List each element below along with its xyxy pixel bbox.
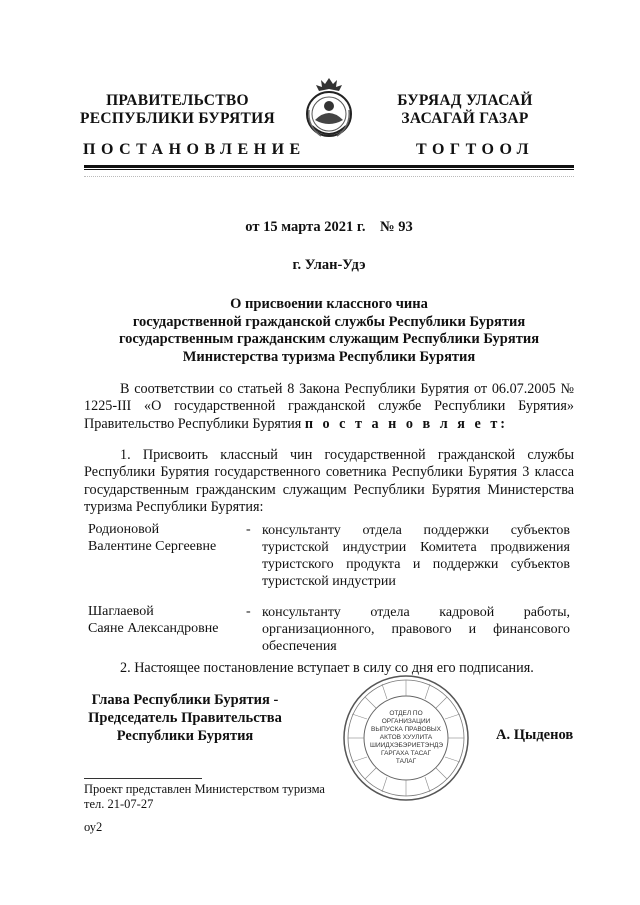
government-name-bur-line2: ЗАСАГАЙ ГАЗАР	[401, 110, 529, 127]
date-number: от 15 марта 2021 г. № 93	[245, 219, 413, 235]
title-line3: государственным гражданским служащим Республики Бурятия	[118, 331, 540, 347]
appointee-2-name	[88, 604, 248, 637]
government-name-line1: ПРАВИТЕЛЬСТВО	[106, 92, 249, 109]
footer-rule	[84, 778, 202, 779]
government-name-ru	[70, 92, 285, 128]
footer-line1: Проект представлен Министерством туризма	[84, 782, 325, 796]
preamble-verb: п о с т а н о в л я е т:	[304, 415, 509, 432]
appointee-1-dash: -	[246, 522, 251, 537]
title-line4: Министерства туризма Республики Бурятия	[182, 348, 476, 365]
header-rule-thick	[84, 165, 574, 168]
signatory-name: А. Цыденов	[496, 727, 574, 743]
appointee-1-name	[88, 522, 248, 555]
appointee-1-surname: Родионовой	[88, 522, 160, 537]
item1-paragraph: 1. Присвоить классный чин государственной гражданской службы Республики Бурятия государственного советника Республики Бурятия 3 класса государственным гражданским служащим Республики Бурятия Министерства туризма Республики Бурятия:	[84, 447, 574, 516]
footer-note	[84, 782, 325, 812]
footer-line2: тел. 21-07-27	[84, 797, 154, 811]
appointee-2-given-names: Саяне Александровне	[88, 620, 219, 636]
signatory-title-line1: Глава Республики Бурятия -	[91, 692, 279, 708]
government-name-bur	[380, 92, 550, 128]
appointee-2-dash: -	[246, 604, 251, 619]
government-name-bur-line1: БУРЯАД УЛАСАЙ	[397, 92, 533, 109]
title-line1: О присвоении классного чина	[230, 296, 428, 312]
header-dotted-line	[84, 176, 574, 179]
signatory-title	[80, 691, 290, 745]
stamp-inner-text: ОТДЕЛ ПО ОРГАНИЗАЦИИ ВЫПУСКА ПРАВОВЫХ АКТОВ ХУУЛИТА ШИИДХЭБЭРИЕТЭНДЭ ГАРГАХА ТАСАГ ТАЛАГ	[370, 710, 444, 765]
doc-type-bur: ТОГТООЛ	[416, 141, 535, 158]
footer-code: оу2	[84, 820, 103, 834]
official-stamp	[342, 674, 470, 802]
government-name-line2: РЕСПУБЛИКИ БУРЯТИЯ	[79, 110, 276, 127]
signatory-title-line2: Председатель Правительства	[88, 710, 282, 726]
appointee-1-position: консультанту отдела поддержки субъектов туристской индустрии Комитета продвижения туристского продукта и поддержки субъектов туристской индустрии	[262, 523, 570, 589]
preamble-paragraph	[84, 381, 574, 433]
appointee-1-given-names: Валентине Сергеевне	[88, 538, 217, 554]
appointee-2-surname: Шаглаевой	[88, 604, 154, 619]
appointee-2-position: консультанту отдела кадровой работы, организационного, правового и финансового обеспечения	[262, 605, 570, 654]
header-rule-thin	[84, 169, 574, 170]
title-line2: государственной гражданской службы Республики Бурятия	[132, 313, 526, 330]
doc-type-ru: ПОСТАНОВЛЕНИЕ	[83, 141, 306, 158]
item2-paragraph: 2. Настоящее постановление вступает в силу со дня его подписания.	[120, 660, 534, 676]
preamble-text: В соответствии со статьей 8 Закона Республики Бурятия от 06.07.2005 № 1225-III «О государственной гражданской службе Республики Бурятия» Правительство Республики Бурятия	[84, 381, 574, 432]
signatory-title-line3: Республики Бурятия	[116, 728, 254, 744]
coat-of-arms-emblem	[299, 76, 359, 144]
city: г. Улан-Удэ	[292, 257, 366, 273]
document-title	[84, 296, 574, 366]
